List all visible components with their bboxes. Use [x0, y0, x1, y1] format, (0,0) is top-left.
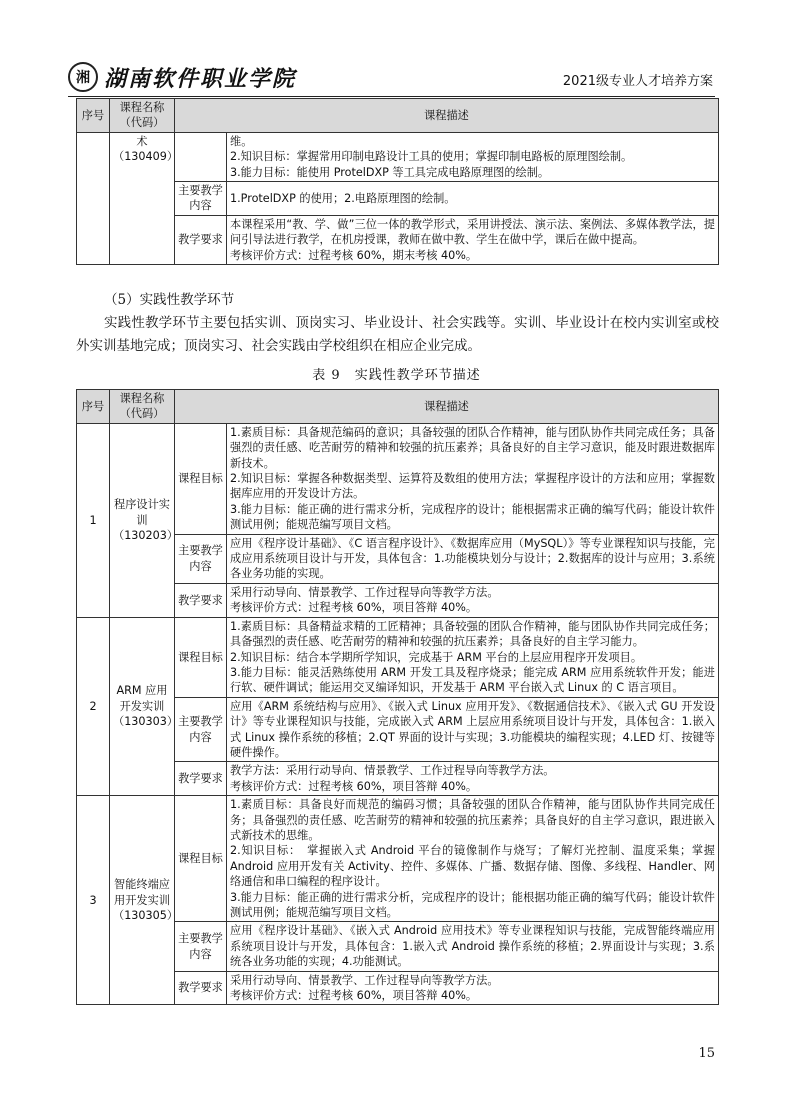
requirement-text [227, 583, 719, 617]
requirement-text [227, 215, 719, 264]
content-text: 应用《程序设计基础》、《C 语言程序设计》、《数据库应用（MySQL）》等专业课程知识与技能，完成应用系统项目设计与开发，具体包含：1.功能模块划分与设计；2.数据库的设计与应用；3.系统各业务功能的实现。 [227, 534, 719, 583]
school-logo [68, 62, 296, 92]
course-table-continued [76, 98, 719, 265]
course-name-cell [110, 132, 179, 264]
objective-line: 1.素质目标：具备规范编码的意识；具备较强的团队合作精神，能与团队协作共同完成任务；具备强烈的责任感、吃苦耐劳的精神和较强的抗压素养；具备良好的自主学习意识，能及时跟进数据库新技术。 [230, 425, 715, 470]
requirement-label: 教学要求 [175, 583, 227, 617]
objective-line: 2.知识目标： 掌握嵌入式 Android 平台的镜像制作与烧写；了解灯光控制、温度采集；掌握 Android 应用开发有关 Activity、控件、多媒体、广播、数据存储、图像、多线程、Handler、网络通信和串口编程的程序设计。 [230, 844, 715, 889]
header-description: 课程描述 [175, 390, 719, 424]
table-row [77, 423, 719, 534]
objective-line: 3.能力目标：能使用 ProtelDXP 等工具完成电路原理图的绘制。 [230, 165, 550, 179]
objective-line: 3.能力目标：能灵活熟练使用 ARM 开发工具及程序烧录；能完成 ARM 应用系统软件开发；能进行软、硬件调试；能运用交叉编译知识，开发基于 ARM 平台嵌入式 Linux 的 C 语言项目。 [230, 665, 715, 695]
requirement-line: 本课程采用“教、学、做”三位一体的教学形式，采用讲授法、演示法、案例法、多媒体教学法，提问引导法进行教学，在机房授课，教师在做中教、学生在做中学，课后在做中提高。 [230, 217, 715, 247]
course-name-tail: 术 [136, 134, 148, 148]
section-paragraph: 实践性教学环节主要包括实训、顶岗实习、毕业设计、社会实践等。实训、毕业设计在校内实训室或校外实训基地完成；顶岗实习、社会实践由学校组织在相应企业完成。 [76, 315, 719, 354]
table-row [77, 617, 719, 697]
content-text: 1.ProtelDXP 的使用；2.电路原理图的绘制。 [227, 182, 719, 216]
requirement-line: 采用行动导向、情景教学、工作过程导向等教学方法。 [230, 585, 499, 599]
table-header-row [77, 390, 719, 424]
objectives-label-empty [175, 132, 227, 181]
requirement-line: 考核评价方式：过程考核 60%，项目答辩 40%。 [230, 601, 478, 615]
objectives-text [227, 796, 719, 922]
requirement-label: 教学要求 [175, 215, 227, 264]
requirement-line: 考核评价方式：过程考核 60%，项目答辩 40%。 [230, 779, 478, 793]
course-code: （130409） [113, 150, 179, 164]
objectives-text [227, 617, 719, 697]
objective-line: 3.能力目标：能正确的进行需求分析，完成程序的设计；能根据需求正确的编写代码；能设计软件测试用例；能规范编写项目文档。 [230, 502, 715, 532]
page-number: 15 [698, 1046, 715, 1061]
requirement-line: 考核评价方式：过程考核 60%，期末考核 40%。 [230, 248, 478, 262]
course-name-cell [110, 423, 179, 617]
course-code: （130203） [113, 528, 179, 542]
objectives-label: 课程目标 [175, 423, 227, 534]
header-seq: 序号 [77, 99, 110, 133]
course-code: （130303） [113, 715, 179, 729]
objective-line: 维。 [230, 134, 253, 148]
table-caption: 表 9 实践性教学环节描述 [312, 368, 481, 383]
objectives-text [227, 132, 719, 181]
content-label: 主要教学内容 [175, 182, 227, 216]
requirement-line: 教学方法：采用行动导向、情景教学、工作过程导向等教学方法。 [230, 764, 555, 778]
requirement-label: 教学要求 [175, 971, 227, 1005]
course-name-cell [110, 796, 179, 1005]
header-seq: 序号 [77, 390, 110, 424]
objective-line: 3.能力目标：能正确的进行需求分析，完成程序的设计；能根据功能正确的编写代码；能设计软件测试用例；能规范编写项目文档。 [230, 890, 715, 919]
header-description: 课程描述 [175, 99, 719, 133]
practice-course-table [76, 389, 719, 1005]
requirement-text [227, 762, 719, 796]
seq-cell: 3 [77, 796, 110, 1005]
course-name: ARM 应用开发实训 [116, 684, 168, 713]
seq-cell: 1 [77, 423, 110, 617]
requirement-text [227, 971, 719, 1005]
requirement-line: 考核评价方式：过程考核 60%，项目答辩 40%。 [230, 989, 478, 1003]
table-header-row [77, 99, 719, 133]
objective-line: 2.知识目标：掌握常用印制电路设计工具的使用；掌握印制电路板的原理图绘制。 [230, 150, 633, 164]
content-label: 主要教学内容 [175, 697, 227, 762]
content-label: 主要教学内容 [175, 922, 227, 971]
seq-cell-empty [77, 132, 110, 264]
objective-line: 1.素质目标：具备良好而规范的编码习惯；具备较强的团队合作精神，能与团队协作共同完成任务；具备强烈的责任感、吃苦耐劳的精神和较强的抗压素养；具备良好的自主学习意识，跟进嵌入式新技术的思维。 [230, 798, 715, 842]
objectives-label: 课程目标 [175, 796, 227, 922]
section-title: （5）实践性教学环节 [104, 292, 235, 308]
course-name: 智能终端应用开发实训 [114, 878, 170, 907]
table-row [77, 132, 719, 181]
header-course-name: 课程名称（代码） [110, 390, 175, 424]
objective-line: 2.知识目标：掌握各种数据类型、运算符及数组的使用方法；掌握程序设计的方法和应用；掌握数据库应用的开发设计方法。 [230, 472, 715, 501]
document-title: 2021级专业人才培养方案 [562, 74, 713, 89]
requirement-line: 采用行动导向、情景教学、工作过程导向等教学方法。 [230, 973, 499, 987]
course-name: 程序设计实训 [114, 498, 170, 527]
objective-line: 1.素质目标：具备精益求精的工匠精神；具备较强的团队合作精神，能与团队协作共同完成任务；具备强烈的责任感、吃苦耐劳的精神和较强的抗压素养；具备良好的自主学习能力。 [230, 619, 715, 649]
objective-line: 2.知识目标：结合本学期所学知识，完成基于 ARM 平台的上层应用程序开发项目。 [230, 650, 643, 664]
course-code: （130305） [113, 909, 179, 922]
header-course-name: 课程名称（代码） [110, 99, 175, 133]
objectives-text [227, 423, 719, 534]
school-name: 湖南软件职业学院 [104, 65, 297, 92]
objectives-label: 课程目标 [175, 617, 227, 697]
page-header [68, 62, 715, 97]
content-label: 主要教学内容 [175, 534, 227, 583]
seq-cell: 2 [77, 617, 110, 795]
school-seal-icon: 湘 [68, 62, 98, 92]
content-text: 应用《ARM 系统结构与应用》、《嵌入式 Linux 应用开发》、《数据通信技术》、《嵌入式 GU 开发设计》等专业课程知识与技能，完成嵌入式 ARM 上层应用系统项目设计与开发，具体包含：1.嵌入式 Linux 操作系统的移植；2.QT 界面的设计与实现；3.功能模块的编程实现；4.LED 灯、按键等硬件操作。 [227, 697, 719, 762]
table-row [77, 796, 719, 922]
course-name-cell [110, 617, 179, 795]
requirement-label: 教学要求 [175, 762, 227, 796]
content-text: 应用《程序设计基础》、《嵌入式 Android 应用技术》等专业课程知识与技能，完成智能终端应用系统项目设计与开发，具体包含：1.嵌入式 Android 操作系统的移植；2.界面设计与实现；3.系统各业务功能的实现；4.功能测试。 [227, 922, 719, 971]
